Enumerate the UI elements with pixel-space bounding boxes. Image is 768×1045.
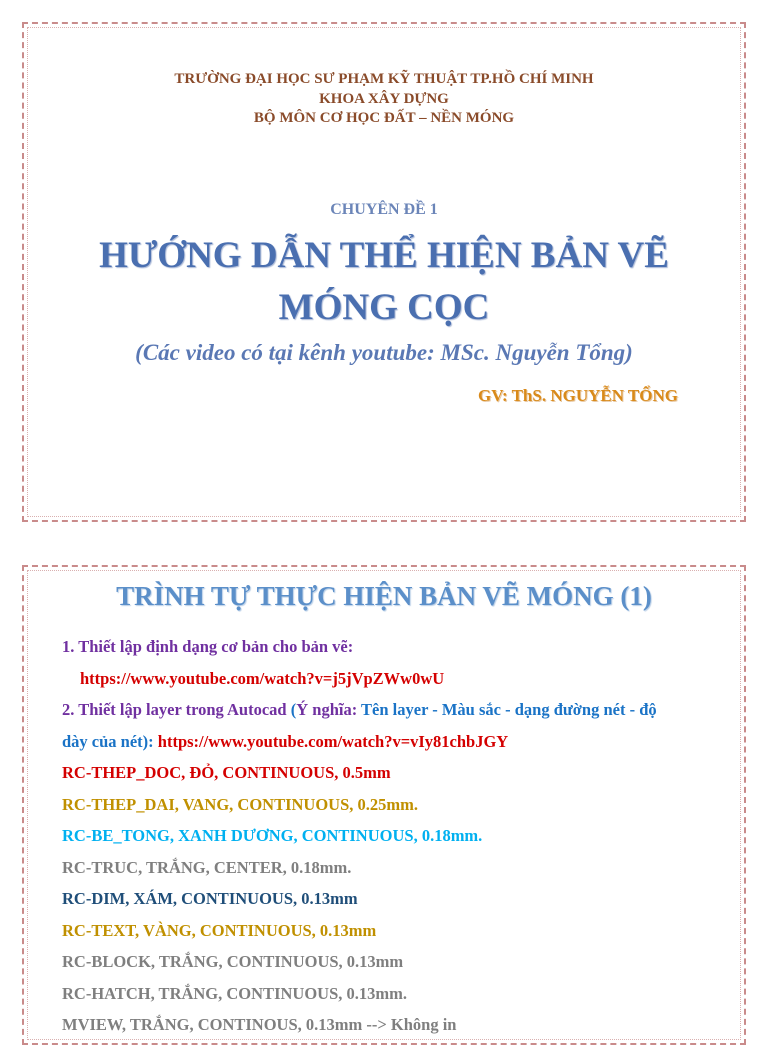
step2-meaning-label: Ý nghĩa: <box>296 700 358 719</box>
step2-meaning-text: Tên layer - Màu sắc - dạng đường nét - độ <box>357 700 657 719</box>
step2-meaning-cont: dày của nét): <box>62 731 154 751</box>
layer-item: RC-BLOCK, TRẮNG, CONTINUOUS, 0.13mm <box>62 952 404 971</box>
subtitle: (Các video có tại kênh youtube: MSc. Nguyễn Tổng) <box>135 340 633 365</box>
layer-item: RC-DIM, XÁM, CONTINUOUS, 0.13mm <box>62 889 358 908</box>
title-slide <box>22 22 746 522</box>
step2-line-cont <box>62 726 734 758</box>
layer-item: RC-THEP_DOC, ĐỎ, CONTINUOUS, 0.5mm <box>62 763 391 782</box>
layer-item: RC-THEP_DAI, VANG, CONTINUOUS, 0.25mm. <box>62 794 418 814</box>
main-title <box>24 230 744 334</box>
step2-paren: ( <box>286 700 297 719</box>
layer-item: RC-TRUC, TRẮNG, CENTER, 0.18mm. <box>62 857 352 877</box>
content-slide <box>22 565 746 1045</box>
university-name: TRƯỜNG ĐẠI HỌC SƯ PHẠM KỸ THUẬT TP.HỒ CHÍ MINH <box>174 71 594 87</box>
lecturer-name: GV: ThS. NGUYỄN TỔNG <box>478 386 678 405</box>
step1-label: 1. Thiết lập định dạng cơ bản cho bản vẽ: <box>62 637 354 656</box>
slide-title: TRÌNH TỰ THỰC HIỆN BẢN VẼ MÓNG (1) <box>116 581 652 611</box>
step2-line <box>62 694 734 726</box>
layer-item: RC-HATCH, TRẮNG, CONTINUOUS, 0.13mm. <box>62 983 407 1003</box>
step2-label: 2. Thiết lập layer trong Autocad <box>62 700 287 719</box>
main-title-line2: MÓNG CỌC <box>278 287 490 328</box>
layer-item: MVIEW, TRẮNG, CONTINOUS, 0.13mm --> Không in <box>62 1015 457 1034</box>
step1-link[interactable]: https://www.youtube.com/watch?v=j5jVpZWw0wU <box>80 668 445 688</box>
main-title-line1: HƯỚNG DẪN THỂ HIỆN BẢN VẼ <box>99 235 669 276</box>
faculty-name: KHOA XÂY DỰNG <box>319 90 449 107</box>
layer-item: RC-BE_TONG, XANH DƯƠNG, CONTINUOUS, 0.18mm. <box>62 826 483 845</box>
layer-item: RC-TEXT, VÀNG, CONTINUOUS, 0.13mm <box>62 920 377 940</box>
content-list <box>62 631 734 1041</box>
step2-link[interactable]: https://www.youtube.com/watch?v=vIy81chbJGY <box>153 731 509 751</box>
institution-header <box>24 70 744 129</box>
department-name: BỘ MÔN CƠ HỌC ĐẤT – NỀN MÓNG <box>253 110 515 126</box>
topic-label: CHUYÊN ĐỀ 1 <box>330 201 438 218</box>
